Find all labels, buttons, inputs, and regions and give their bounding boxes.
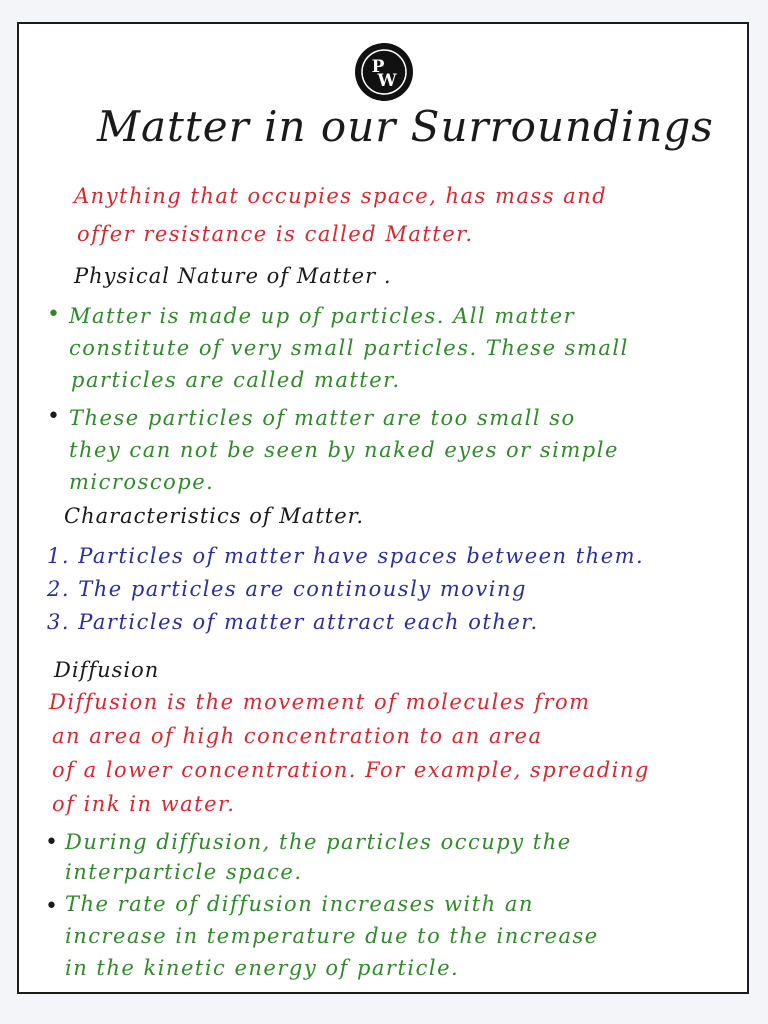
notes-page (17, 22, 749, 994)
physical-point-2-line-2: they can not be seen by naked eyes or simple (69, 438, 619, 462)
diffusion-definition-line-3: of a lower concentration. For example, spreading (52, 758, 650, 782)
physical-point-1-line-3: particles are called matter. (71, 368, 401, 392)
physical-point-1-line-1: Matter is made up of particles. All matter (69, 304, 576, 328)
characteristic-item-2: 2. The particles are continously moving (47, 577, 527, 601)
bullet-icon: • (45, 830, 58, 855)
diffusion-definition-line-1: Diffusion is the movement of molecules from (49, 690, 591, 714)
bullet-icon: • (47, 404, 60, 429)
svg-text:P: P (371, 57, 385, 77)
diffusion-point-1-line-1: During diffusion, the particles occupy the (65, 830, 572, 854)
diffusion-point-2-line-2: increase in temperature due to the increase (65, 924, 599, 948)
diffusion-point-2-line-1: The rate of diffusion increases with an (65, 892, 534, 916)
diffusion-heading: Diffusion (54, 658, 160, 682)
diffusion-definition-line-2: an area of high concentration to an area (52, 724, 543, 748)
svg-text:W: W (377, 71, 397, 91)
characteristic-item-3: 3. Particles of matter attract each other. (47, 610, 539, 634)
diffusion-point-1-line-2: interparticle space. (65, 860, 303, 884)
diffusion-point-2-line-3: in the kinetic energy of particle. (65, 956, 460, 980)
physical-point-2-line-1: These particles of matter are too small so (69, 406, 576, 430)
page-title: Matter in our Surroundings (97, 102, 714, 151)
bullet-icon: • (47, 302, 60, 327)
physical-point-1-line-2: constitute of very small particles. These small (69, 336, 629, 360)
matter-definition-line-2: offer resistance is called Matter. (77, 222, 474, 246)
pw-logo (354, 42, 414, 102)
physical-point-2-line-3: microscope. (69, 470, 215, 494)
bullet-icon: • (45, 894, 58, 919)
matter-definition-line-1: Anything that occupies space, has mass and (74, 184, 608, 208)
characteristic-item-1: 1. Particles of matter have spaces between them. (47, 544, 645, 568)
characteristics-heading: Characteristics of Matter. (64, 504, 365, 528)
physical-nature-heading: Physical Nature of Matter . (74, 264, 392, 288)
diffusion-definition-line-4: of ink in water. (52, 792, 236, 816)
